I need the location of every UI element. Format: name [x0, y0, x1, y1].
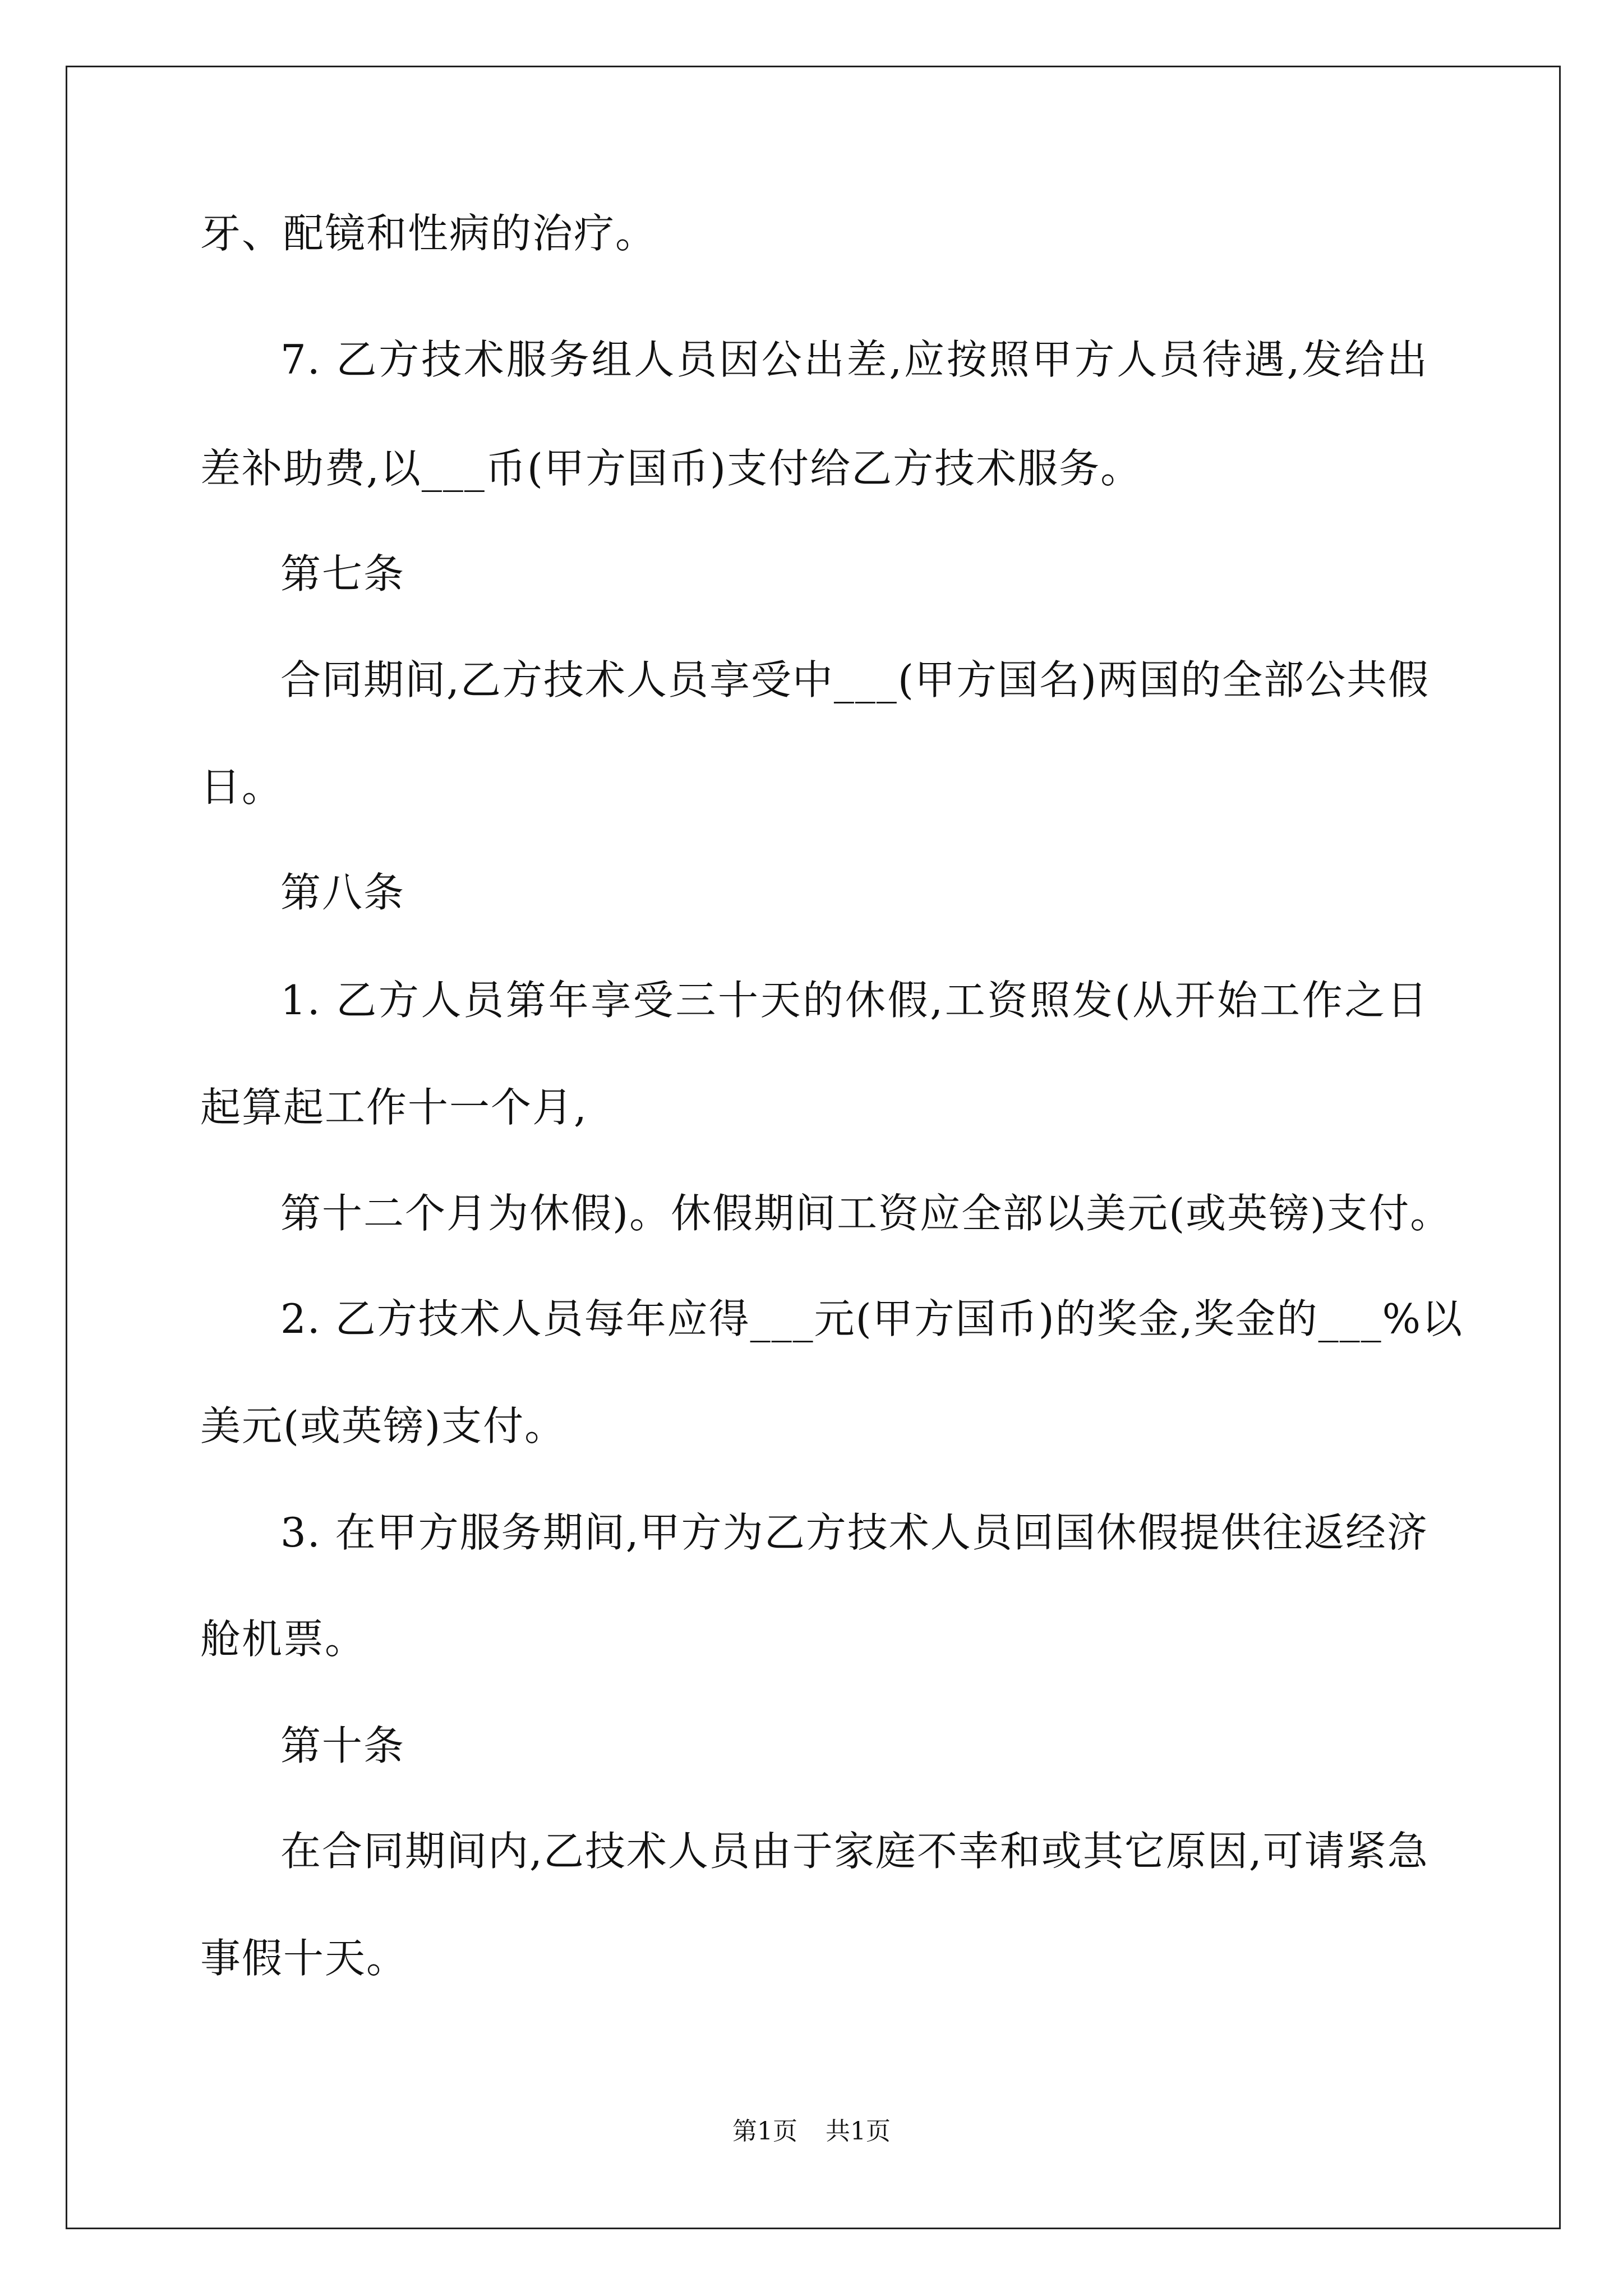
paragraph-line: 2. 乙方技术人员每年应得___元(甲方国币)的奖金,奖金的___%以: [280, 1295, 1464, 1342]
paragraph-line: 日。: [200, 763, 284, 811]
paragraph-line: 牙、配镜和性病的治疗。: [200, 210, 657, 257]
paragraph-line: 在合同期间内,乙技术人员由于家庭不幸和或其它原因,可请紧急: [280, 1828, 1429, 1875]
paragraph-line: 第十二个月为休假)。休假期间工资应全部以美元(或英镑)支付。: [280, 1190, 1452, 1237]
paragraph-line: 7. 乙方技术服务组人员因公出差,应按照甲方人员待遇,发给出: [280, 336, 1428, 383]
page-border: [66, 66, 1561, 2229]
section-heading: 第十条: [280, 1722, 405, 1769]
paragraph-line: 合同期间,乙方技术人员享受中___(甲方国名)两国的全部公共假: [280, 656, 1430, 703]
paragraph-line: 起算起工作十一个月,: [200, 1084, 588, 1131]
section-heading: 第八条: [280, 869, 405, 916]
paragraph-line: 3. 在甲方服务期间,甲方为乙方技术人员回国休假提供往返经济: [280, 1509, 1428, 1556]
paragraph-line: 1. 乙方人员第年享受三十天的休假,工资照发(从开始工作之日: [280, 977, 1428, 1024]
page-number-current: 第1页: [732, 2117, 797, 2146]
section-heading: 第七条: [280, 550, 405, 597]
paragraph-line: 差补助费,以___币(甲方国币)支付给乙方技术服务。: [200, 445, 1142, 492]
paragraph-line: 事假十天。: [200, 1935, 408, 1982]
paragraph-line: 舱机票。: [200, 1616, 367, 1663]
page-number-total: 共1页: [826, 2117, 891, 2146]
paragraph-line: 美元(或英镑)支付。: [200, 1402, 566, 1450]
page-footer: [0, 2115, 1623, 2148]
